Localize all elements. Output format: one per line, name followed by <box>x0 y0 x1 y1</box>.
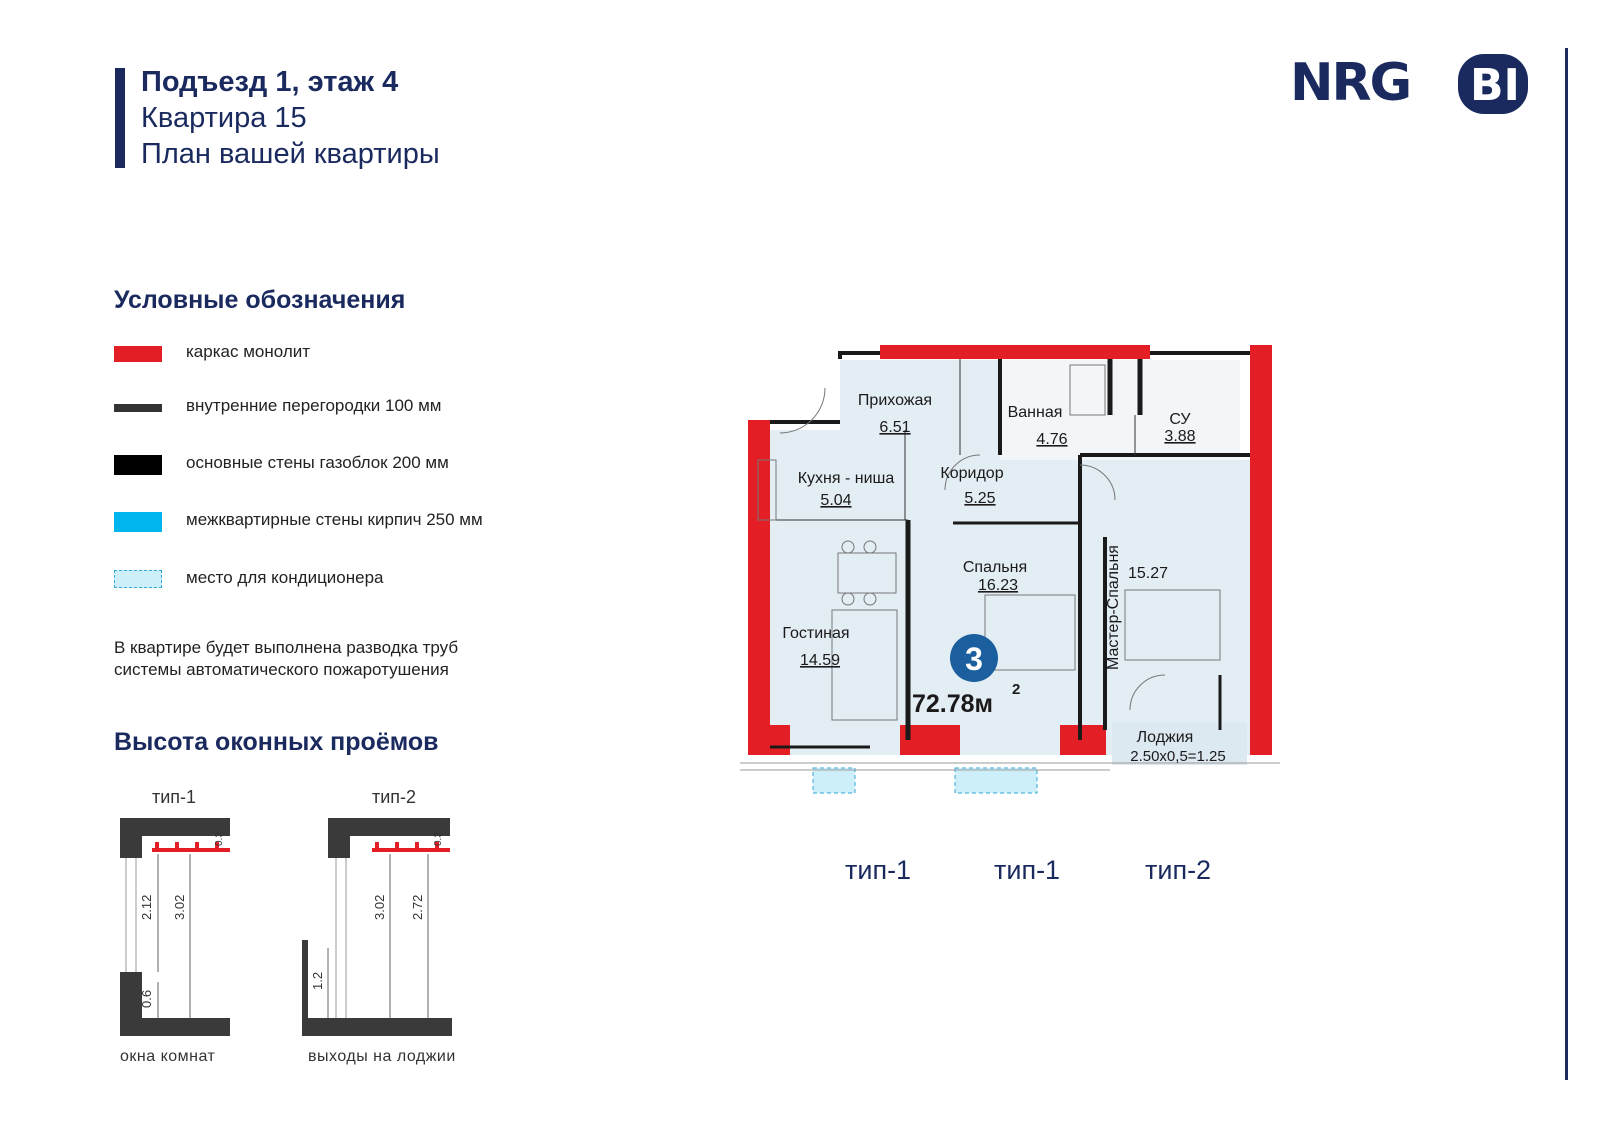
room-wc-area: 3.88 <box>1164 428 1196 445</box>
plan-subtitle: План вашей квартиры <box>141 138 440 170</box>
sprinkler-note-line2: системы автоматического пожаротушения <box>114 660 449 679</box>
type2-dim-0-3: 0.3 <box>433 832 444 846</box>
room-master-bedroom-name: Мастер-Спальня <box>1105 545 1122 670</box>
type2-dim-1-2: 1.2 <box>310 971 325 990</box>
type1-dim-0-3: 0.3 <box>214 832 225 846</box>
room-bath-name: Ванная <box>1007 404 1063 421</box>
window-type2-label: тип-2 <box>372 787 417 807</box>
legend-swatch-monolith <box>114 346 162 362</box>
apartment-number: Квартира 15 <box>141 102 307 134</box>
room-bedroom-name: Спальня <box>962 559 1028 576</box>
legend-label-partitions: внутренние перегородки 100 мм <box>186 396 442 415</box>
type2-dim-3-02: 3.02 <box>372 894 387 920</box>
sprinkler-note-line1: В квартире будет выполнена разводка труб <box>114 638 459 657</box>
room-loggia-name: Лоджия <box>1136 729 1194 746</box>
room-kitchen-name: Кухня - ниша <box>797 470 895 487</box>
legend-swatch-gasblock <box>114 455 162 475</box>
legend-label-brick: межквартирные стены кирпич 250 мм <box>186 510 483 529</box>
room-loggia-area: 2.50x0,5=1.25 <box>1130 748 1226 765</box>
room-master-bedroom-area: 15.27 <box>1127 565 1169 582</box>
room-corridor-name: Коридор <box>940 465 1004 482</box>
window-type2-section <box>302 818 452 1036</box>
right-border-line <box>1565 48 1568 1080</box>
legend-label-gasblock: основные стены газоблок 200 мм <box>186 453 449 472</box>
window-sections-diagram <box>110 812 480 1038</box>
legend-swatch-partitions <box>114 404 162 412</box>
rooms-count: 3 <box>965 641 983 677</box>
legend-title: Условные обозначения <box>114 286 406 314</box>
room-kitchen-area: 5.04 <box>820 492 852 509</box>
type1-dim-0-6: 0.6 <box>139 989 154 1008</box>
floor-plan <box>740 345 1280 815</box>
legend-swatch-brick <box>114 512 162 532</box>
room-wc-name: СУ <box>1169 411 1191 428</box>
room-living-name: Гостиная <box>782 625 850 642</box>
room-hall-name: Прихожая <box>857 392 933 409</box>
room-hall-area: 6.51 <box>879 419 911 436</box>
total-area-unit-sup: 2 <box>1012 681 1021 698</box>
window-type1-section <box>120 818 230 1036</box>
window-type1-label: тип-1 <box>152 787 197 807</box>
room-corridor-area: 5.25 <box>964 490 996 507</box>
window-type2-caption: выходы на лоджии <box>308 1048 456 1065</box>
total-area: 72.78м <box>912 690 994 718</box>
type1-dim-3-02: 3.02 <box>172 894 187 920</box>
legend-label-monolith: каркас монолит <box>186 342 311 361</box>
ac-places <box>813 768 1037 793</box>
plan-window-type-3: тип-2 <box>1145 855 1212 885</box>
entrance-floor-title: Подъезд 1, этаж 4 <box>141 66 399 98</box>
type1-dim-2-12: 2.12 <box>139 894 154 920</box>
legend-swatch-ac <box>114 570 162 588</box>
room-bedroom-area: 16.23 <box>977 577 1019 594</box>
logo-text-bi: BI <box>1470 60 1520 111</box>
type2-dim-2-72: 2.72 <box>410 894 425 920</box>
room-living-area: 14.59 <box>799 652 841 669</box>
logo-text-nrg: NRG <box>1290 53 1411 113</box>
plan-window-type-2: тип-1 <box>994 855 1061 885</box>
window-heights-title: Высота оконных проёмов <box>114 728 439 756</box>
plan-window-type-1: тип-1 <box>845 855 912 885</box>
legend-label-ac: место для кондиционера <box>186 568 384 587</box>
room-bath-area: 4.76 <box>1036 431 1068 448</box>
nrg-bi-logo <box>1290 50 1550 120</box>
window-type1-caption: окна комнат <box>120 1048 216 1065</box>
title-accent-bar <box>115 68 125 168</box>
